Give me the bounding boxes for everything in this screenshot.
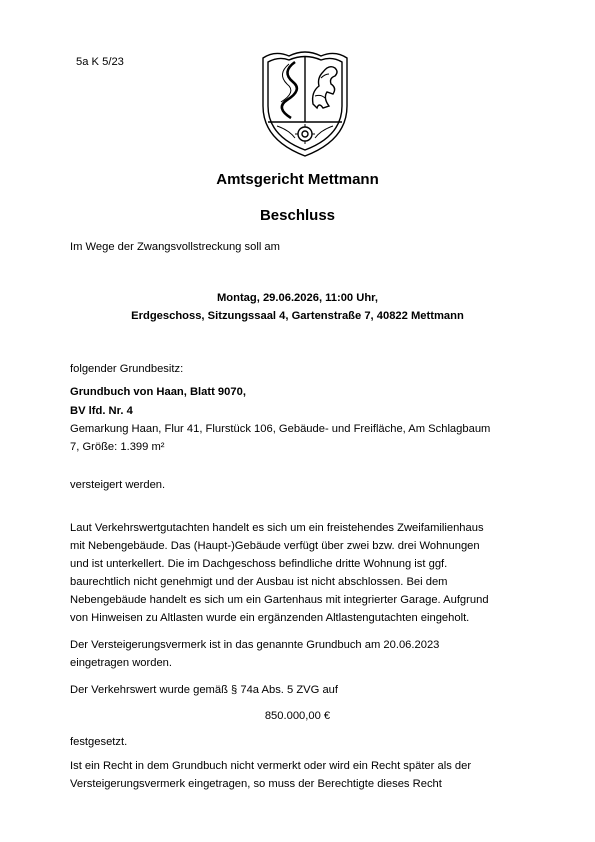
hearing-date-time: Montag, 29.06.2026, 11:00 Uhr,	[216, 292, 379, 304]
registration-line: Der Versteigerungsvermerk ist in das genannte Grundbuch am 20.06.2023	[70, 639, 440, 651]
appraisal-line: mit Nebengebäude. Das (Haupt-)Gebäude verfügt über zwei bzw. drei Wohnungen	[70, 540, 480, 552]
appraisal-line: von Hinweisen zu Altlasten wurde ein ergänzenden Altlastengutachten eingeholt.	[70, 612, 470, 624]
property-intro: folgender Grundbesitz:	[70, 363, 184, 375]
rights-notice-line: Versteigerungsvermerk eingetragen, so muss der Berechtigte dieses Recht	[70, 778, 442, 790]
property-register: Grundbuch von Haan, Blatt 9070,	[70, 386, 246, 398]
rights-notice-line: Ist ein Recht in dem Grundbuch nicht vermerkt oder wird ein Recht später als der	[70, 760, 472, 772]
property-description-line-1: Gemarkung Haan, Flur 41, Flurstück 106, Gebäude- und Freifläche, Am Schlagbaum	[70, 423, 491, 435]
market-value-intro: Der Verkehrswert wurde gemäß § 74a Abs. 5 ZVG auf	[70, 684, 339, 696]
nrw-coat-of-arms-icon	[255, 48, 355, 160]
case-number: 5a K 5/23	[76, 56, 124, 68]
intro-text: Im Wege der Zwangsvollstreckung soll am	[70, 241, 280, 253]
court-name: Amtsgericht Mettmann	[216, 171, 379, 188]
registration-paragraph	[70, 636, 540, 672]
rights-notice-paragraph	[70, 757, 540, 793]
document-title: Beschluss	[259, 207, 336, 224]
market-value: 850.000,00 €	[264, 710, 331, 722]
fixed-phrase: festgesetzt.	[70, 736, 128, 748]
registration-line: eingetragen worden.	[70, 657, 173, 669]
hearing-location: Erdgeschoss, Sitzungssaal 4, Gartenstraße 7, 40822 Mettmann	[131, 310, 464, 322]
appraisal-line: und ist unterkellert. Die im Dachgeschoss befindliche dritte Wohnung ist ggf.	[70, 558, 448, 570]
appraisal-paragraph	[70, 519, 540, 627]
appraisal-line: baurechtlich nicht genehmigt und der Ausbau ist nicht abschlossen. Bei dem	[70, 576, 448, 588]
property-description-line-2: 7, Größe: 1.399 m²	[70, 441, 165, 453]
auction-phrase: versteigert werden.	[70, 479, 166, 491]
appraisal-line: Laut Verkehrswertgutachten handelt es sich um ein freistehendes Zweifamilienhaus	[70, 522, 484, 534]
property-entry: BV lfd. Nr. 4	[70, 405, 133, 417]
appraisal-line: Nebengebäude handelt es sich um ein Gartenhaus mit integrierter Garage. Aufgrund	[70, 594, 489, 606]
